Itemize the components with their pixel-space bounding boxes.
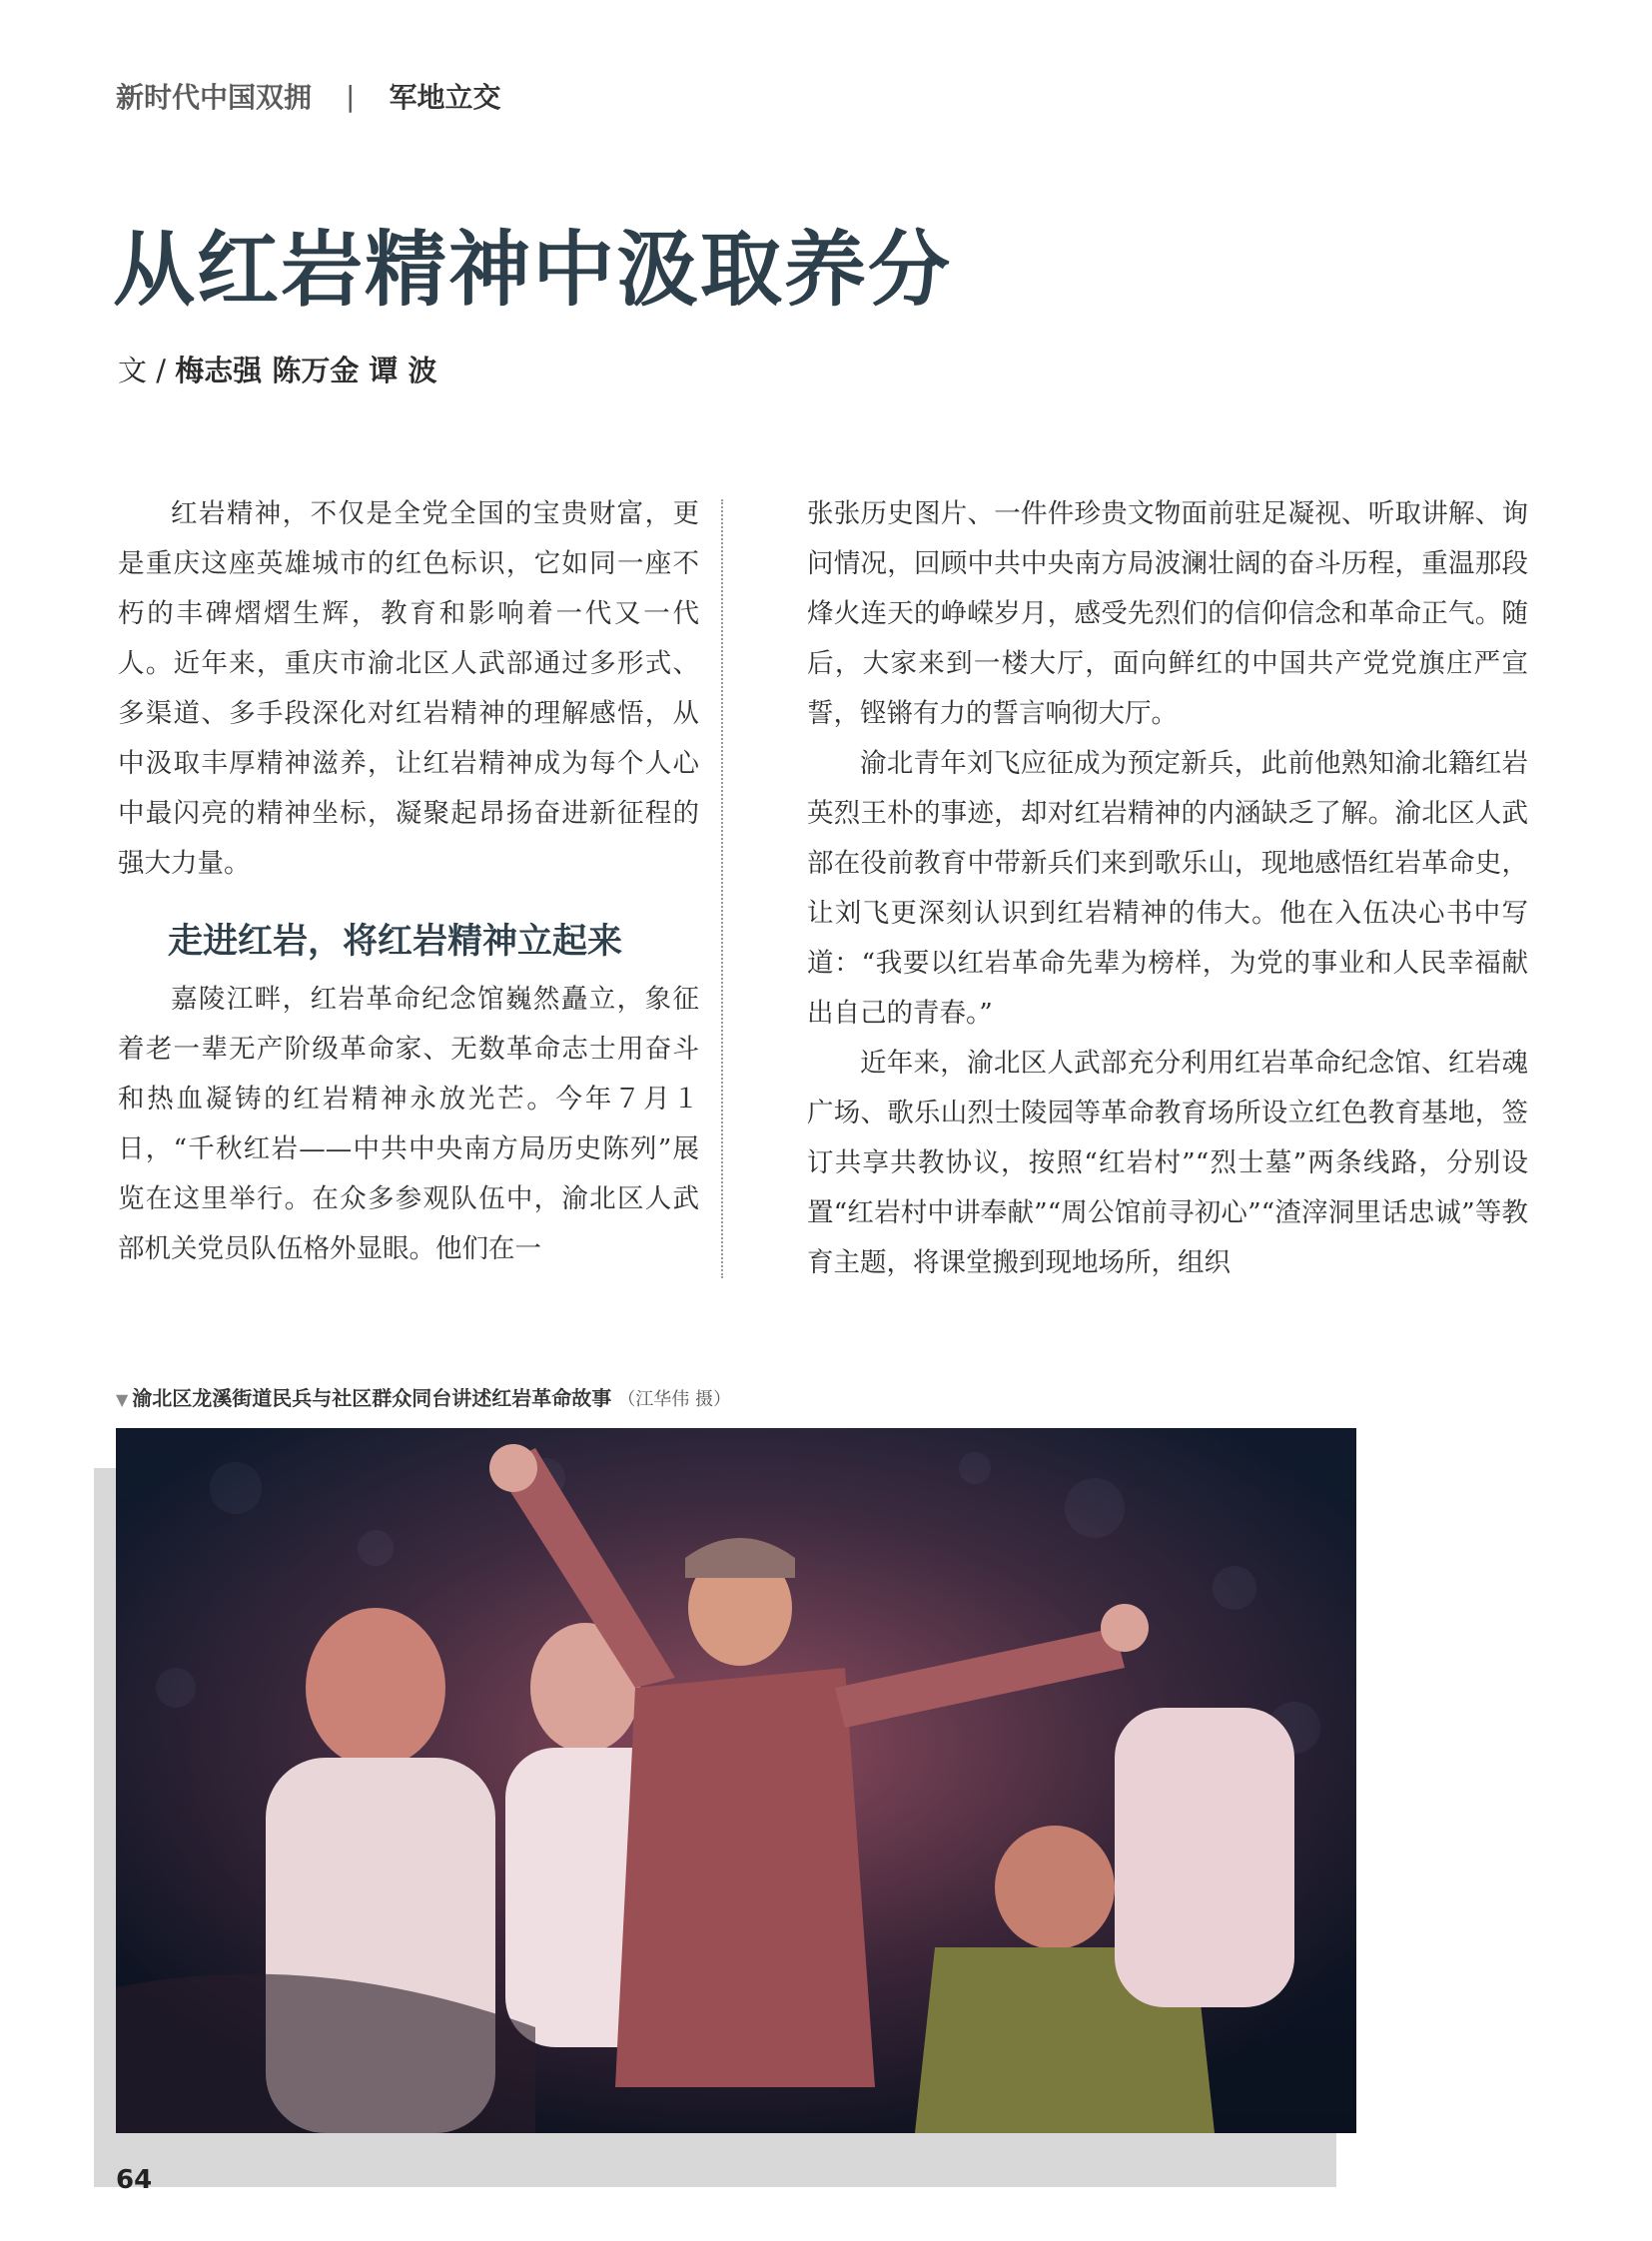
running-header <box>116 74 500 118</box>
article-title: 从红岩精神中汲取养分 <box>113 222 953 318</box>
body-paragraph: 近年来，渝北区人武部充分利用红岩革命纪念馆、红岩魂广场、歌乐山烈士陵园等革命教育场所设立红色教育基地，签订共享共教协议，按照“红岩村”“烈士墓”两条线路，分别设置“红岩村中讲奉献”“周公馆前寻初心”“渣滓洞里话忠诚”等教育主题，将课堂搬到现地场所，组织 <box>807 1048 1528 1278</box>
body-paragraph: 嘉陵江畔，红岩革命纪念馆巍然矗立，象征着老一辈无产阶级革命家、无数革命志士用奋斗和热血凝铸的红岩精神永放光芒。今年７月１日，“千秋红岩——中共中央南方局历史陈列”展览在这里举行。在众多参观队伍中，渝北区人武部机关党员队伍格外显眼。他们在一 <box>118 984 699 1264</box>
caption-marker-icon: ▼ <box>116 1390 129 1409</box>
body-paragraph: 渝北青年刘飞应征成为预定新兵，此前他熟知渝北籍红岩英烈王朴的事迹，却对红岩精神的内涵缺乏了解。渝北区人武部在役前教育中带新兵们来到歌乐山，现地感悟红岩革命史，让刘飞更深刻认识到红岩精神的伟大。他在入伍决心书中写道：“我要以红岩革命先辈为榜样，为党的事业和人民幸福献出自己的青春。” <box>807 748 1528 1029</box>
stage-photo <box>116 1428 1356 2133</box>
byline <box>118 349 437 389</box>
left-column <box>118 489 699 1274</box>
body-paragraph: 张张历史图片、一件件珍贵文物面前驻足凝视、听取讲解、询问情况，回顾中共中央南方局波澜壮阔的奋斗历程，重温那段烽火连天的峥嵘岁月，感受先烈们的信仰信念和革命正气。随后，大家来到一楼大厅，面向鲜红的中国共产党党旗庄严宣誓，铿锵有力的誓言响彻大厅。 <box>807 498 1528 729</box>
caption-text: 渝北区龙溪街道民兵与社区群众同台讲述红岩革命故事 <box>132 1386 612 1410</box>
column-divider <box>721 499 723 1278</box>
subheading: 走进红岩，将红岩精神立起来 <box>168 922 623 962</box>
right-column <box>807 489 1528 1288</box>
page-number: 64 <box>116 2165 153 2195</box>
header-separator: | <box>346 79 356 113</box>
byline-authors: 梅志强 陈万金 谭 波 <box>175 354 437 387</box>
intro-paragraph: 红岩精神，不仅是全党全国的宝贵财富，更是重庆这座英雄城市的红色标识，它如同一座不朽的丰碑熠熠生辉，教育和影响着一代又一代人。近年来，重庆市渝北区人武部通过多形式、多渠道、多手段深化对红岩精神的理解感悟，从中汲取丰厚精神滋养，让红岩精神成为每个人心中最闪亮的精神坐标，凝聚起昂扬奋进新征程的强大力量。 <box>118 498 699 879</box>
column-name: 新时代中国双拥 <box>116 81 313 114</box>
photo-caption <box>116 1382 731 1411</box>
photo-credit: （江华伟 摄） <box>617 1389 732 1410</box>
section-name: 军地立交 <box>389 81 501 114</box>
stage-photo-illustration <box>116 1428 1356 2133</box>
byline-label: 文 / <box>118 354 176 387</box>
